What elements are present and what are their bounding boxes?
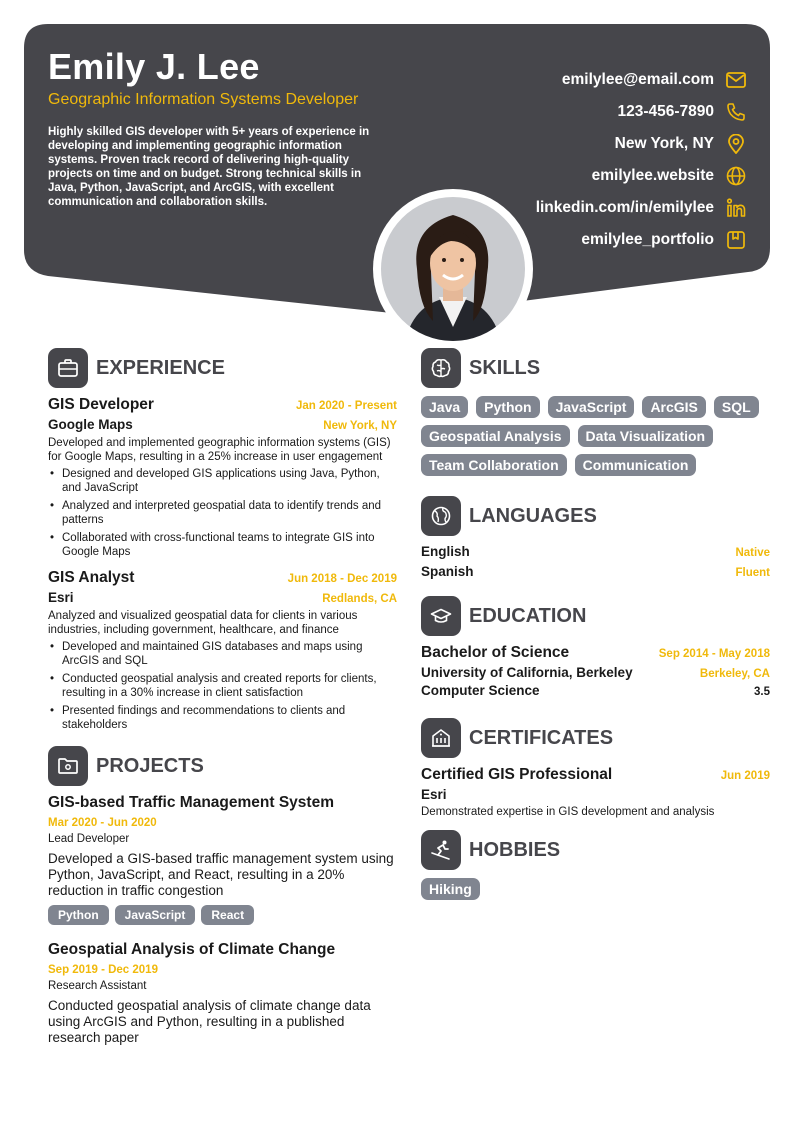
project-description: Developed a GIS-based traffic management system using Python, JavaScript, and React, resulting in a 20% reduction in traffic congestion: [48, 851, 394, 898]
language-list: [421, 544, 770, 584]
experience-description: Developed and implemented geographic information systems (GIS) for Google Maps, resulting in a 25% increase in user engagement: [48, 437, 391, 463]
bullet-item: • Presented findings and recommendations to clients and stakeholders: [48, 704, 397, 732]
experience-header: [48, 348, 397, 388]
education-date: Sep 2014 - May 2018: [658, 648, 770, 660]
skill-tag: SQL: [714, 396, 759, 418]
languages-header: [421, 496, 770, 536]
bullet-item: • Analyzed and interpreted geospatial data to identify trends and patterns: [48, 499, 397, 527]
project-date: Sep 2019 - Dec 2019: [48, 964, 158, 976]
skills-header: [421, 348, 770, 388]
brain-icon: [421, 348, 461, 388]
bullet-item: • Collaborated with cross-functional teams to integrate GIS into Google Maps: [48, 531, 397, 559]
skills-list: [421, 396, 770, 476]
globe-icon: [421, 496, 461, 536]
location-pin-icon: [726, 134, 746, 154]
skill-tag: Geospatial Analysis: [421, 425, 570, 447]
project-date: Mar 2020 - Jun 2020: [48, 817, 157, 829]
resume-header: [24, 24, 770, 344]
language-item: [421, 564, 770, 584]
experience-location: New York, NY: [323, 420, 397, 432]
job-title: Geographic Information Systems Developer: [48, 91, 359, 108]
education-school: University of California, Berkeley: [421, 665, 633, 680]
project-tag: React: [201, 905, 254, 925]
contact-phone-text[interactable]: 123-456-7890: [617, 103, 714, 120]
contact-linkedin[interactable]: [536, 192, 746, 224]
language-name: English: [421, 544, 470, 559]
certificates-header: [421, 718, 770, 758]
experience-location: Redlands, CA: [322, 593, 397, 605]
graduation-cap-icon: [421, 596, 461, 636]
certificate-entry: [421, 766, 770, 818]
phone-icon: [726, 102, 746, 122]
contact-phone[interactable]: [536, 96, 746, 128]
bullet-item: • Designed and developed GIS applications using Java, Python, and JavaScript: [48, 467, 397, 495]
education-title: EDUCATION: [469, 604, 587, 627]
profile-photo-frame: [373, 189, 533, 349]
hobby-tag: Hiking: [421, 878, 480, 900]
project-title: Geospatial Analysis of Climate Change: [48, 941, 336, 958]
certificate-description: Demonstrated expertise in GIS development and analysis: [421, 806, 715, 818]
language-level: Native: [735, 547, 770, 559]
project-entry: [48, 941, 397, 1046]
contact-website[interactable]: [536, 160, 746, 192]
skill-tag: Data Visualization: [578, 425, 714, 447]
profile-summary: Highly skilled GIS developer with 5+ years of experience in developing and implementing geographic information systems. Proven track record of delivering high-quality projects on time and on budget. Strong technical skills in Java, Python, JavaScript, and ArcGIS, with excellent communication and collaboration skills.: [48, 126, 370, 208]
folder-icon: [48, 746, 88, 786]
language-item: [421, 544, 770, 564]
left-column: [48, 348, 397, 1046]
bullet-item: • Developed and maintained GIS databases and maps using ArcGIS and SQL: [48, 640, 397, 668]
hobbies-header: [421, 830, 770, 870]
education-location: Berkeley, CA: [699, 668, 770, 680]
project-description: Conducted geospatial analysis of climate change data using ArcGIS and Python, resulting in a published research paper: [48, 998, 371, 1045]
experience-bullets: [48, 467, 397, 559]
project-role: Research Assistant: [48, 980, 147, 992]
mail-icon: [726, 70, 746, 90]
experience-description: Analyzed and visualized geospatial data for clients in various industries, including government, healthcare, and finance: [48, 610, 358, 636]
experience-title: EXPERIENCE: [96, 356, 225, 379]
bullet-item: • Conducted geospatial analysis and created reports for clients, resulting in a 30% increase in client satisfaction: [48, 672, 397, 700]
projects-header: [48, 746, 397, 786]
contact-location: [536, 128, 746, 160]
hobbies-list: [421, 878, 770, 900]
project-tags: [48, 905, 397, 925]
contact-portfolio[interactable]: [536, 224, 746, 256]
experience-bullets: [48, 640, 397, 732]
skill-tag: Communication: [575, 454, 697, 476]
certificates-title: CERTIFICATES: [469, 726, 614, 749]
project-tag: JavaScript: [115, 905, 196, 925]
hobbies-title: HOBBIES: [469, 838, 561, 861]
education-degree: Bachelor of Science: [421, 644, 570, 661]
skill-tag: ArcGIS: [642, 396, 705, 418]
language-name: Spanish: [421, 564, 474, 579]
experience-entry: [48, 569, 397, 732]
experience-company: Esri: [48, 590, 74, 605]
skill-tag: Java: [421, 396, 468, 418]
portfolio-icon: [726, 230, 746, 250]
experience-date: Jan 2020 - Present: [295, 400, 397, 412]
projects-title: PROJECTS: [96, 754, 204, 777]
skills-title: SKILLS: [469, 356, 541, 379]
skill-tag: Team Collaboration: [421, 454, 567, 476]
contact-email[interactable]: [536, 64, 746, 96]
experience-role: GIS Developer: [48, 396, 154, 413]
languages-title: LANGUAGES: [469, 504, 597, 527]
language-level: Fluent: [735, 567, 770, 579]
project-entry: [48, 794, 397, 925]
contact-email-text[interactable]: emilylee@email.com: [561, 71, 714, 88]
experience-date: Jun 2018 - Dec 2019: [287, 573, 397, 585]
contact-linkedin-text[interactable]: linkedin.com/in/emilylee: [535, 199, 714, 216]
project-tag: Python: [48, 905, 109, 925]
contact-location-text: New York, NY: [614, 135, 714, 152]
contact-list: [536, 64, 746, 256]
full-name: Emily J. Lee: [48, 46, 260, 87]
experience-role: GIS Analyst: [48, 569, 135, 586]
skill-tag: Python: [476, 396, 539, 418]
project-title: GIS-based Traffic Management System: [48, 794, 334, 811]
certificate-issuer: Esri: [421, 787, 447, 802]
skill-tag: JavaScript: [548, 396, 635, 418]
certificate-date: Jun 2019: [720, 770, 770, 782]
globe-icon: [726, 166, 746, 186]
education-gpa: 3.5: [754, 686, 770, 698]
skiing-icon: [421, 830, 461, 870]
education-header: [421, 596, 770, 636]
profile-photo: [381, 197, 525, 341]
contact-portfolio-text[interactable]: emilylee_portfolio: [581, 231, 714, 248]
linkedin-icon: [726, 198, 746, 218]
experience-entry: [48, 396, 397, 559]
education-field: Computer Science: [421, 683, 540, 698]
education-entry: [421, 644, 770, 698]
experience-company: Google Maps: [48, 417, 133, 432]
contact-website-text[interactable]: emilylee.website: [591, 167, 714, 184]
briefcase-icon: [48, 348, 88, 388]
certificate-name: Certified GIS Professional: [421, 766, 613, 783]
right-column: [421, 348, 770, 900]
project-role: Lead Developer: [48, 833, 130, 845]
building-icon: [421, 718, 461, 758]
